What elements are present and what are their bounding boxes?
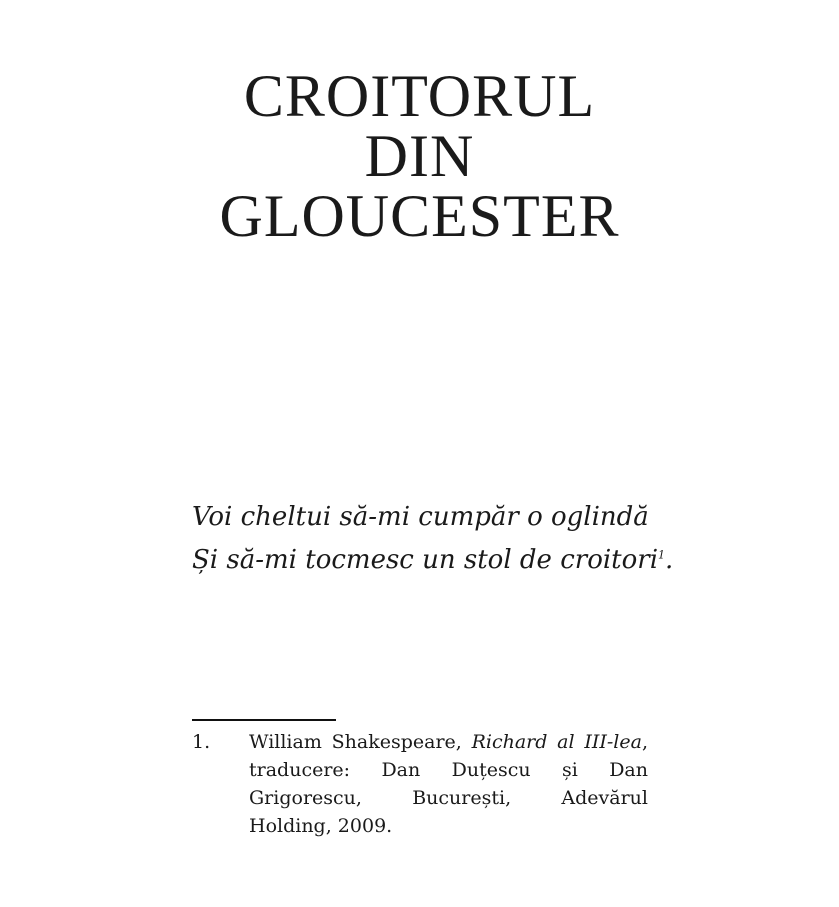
title-line-1: CROITORUL bbox=[243, 63, 596, 129]
footnote-separator-rule bbox=[192, 719, 336, 721]
footnote-reference-mark[interactable]: 1 bbox=[658, 548, 666, 562]
epigraph-line-2-text: Și să-mi tocmesc un stol de croitori bbox=[192, 545, 659, 575]
title-line-3: GLOUCESTER bbox=[219, 183, 620, 249]
footnote-text bbox=[249, 728, 648, 840]
epigraph-line-2 bbox=[192, 539, 674, 582]
footnote-work-title: Richard al III-lea bbox=[471, 731, 642, 753]
epigraph-line-2-period: . bbox=[665, 545, 674, 575]
footnote-details: , traducere: Dan Duțescu și Dan Grigorescu, București, Adevărul Holding, 2009. bbox=[249, 731, 648, 837]
title-line-2: DIN bbox=[364, 123, 475, 189]
epigraph-line-1: Voi cheltui să-mi cumpăr o oglindă bbox=[192, 502, 649, 532]
footnote-number: 1. bbox=[192, 731, 211, 753]
footnote bbox=[192, 728, 648, 840]
epigraph bbox=[192, 496, 674, 582]
chapter-title bbox=[0, 63, 839, 249]
footnote-author: William Shakespeare, bbox=[249, 731, 472, 753]
